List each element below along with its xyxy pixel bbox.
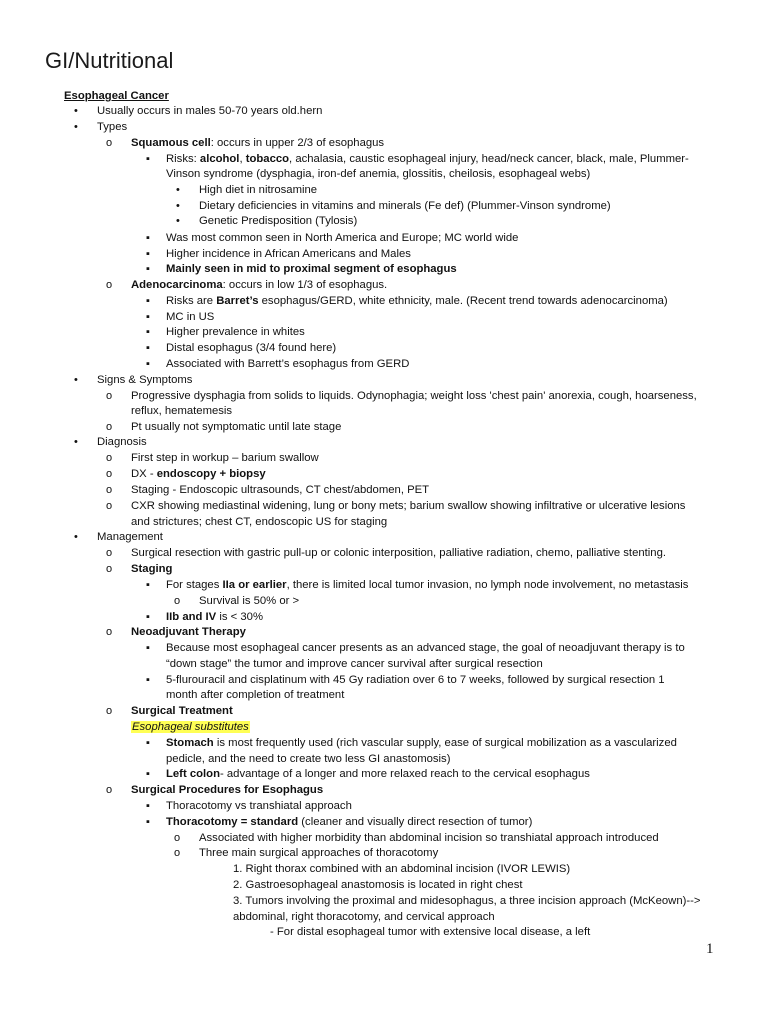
bullet-marker: o [106,421,113,433]
text-segment: Left colon [166,768,220,780]
line-text [131,625,246,640]
text-segment: Signs & Symptoms [97,374,193,386]
text-segment: High diet in nitrosamine [199,184,318,196]
page-number: 1 [706,941,714,957]
text-segment: reflux, hematemesis [131,405,233,417]
text-segment: Because most esophageal cancer presents as an advanced stage, the goal of neoadjuvant therapy is to [166,642,685,654]
text-segment: Management [97,531,163,543]
text-segment: DX - [131,468,157,480]
text-segment: Survival is 50% or > [199,595,300,607]
text-segment: Stomach [166,737,214,749]
line-text [131,451,319,466]
bullet-marker: o [106,279,113,291]
bullet-marker: • [74,121,78,133]
text-segment: (cleaner and visually direct resection of tumor) [298,816,533,828]
bullet-marker: ▪ [146,358,150,370]
line-text [166,231,518,246]
bullet-marker: • [176,200,180,212]
bullet-marker: o [174,595,181,607]
text-segment: abdominal, right thoracotomy, and cervical approach [233,911,495,923]
text-segment: Associated with higher morbidity than abdominal incision so transhiatal approach introduced [199,832,659,844]
bullet-marker: • [74,531,78,543]
line-text [166,247,411,262]
text-segment: CXR showing mediastinal widening, lung or bony mets; barium swallow showing infiltrative or ulcerative lesions [131,500,686,512]
text-segment: is < 30% [216,611,264,623]
line-text [166,167,590,182]
text-segment: alcohol [199,153,240,165]
line-text [166,341,336,356]
bullet-marker: ▪ [146,800,150,812]
text-segment: Surgical Procedures for Esophagus [131,784,324,796]
bullet-marker: ▪ [146,768,150,780]
line-text [97,104,322,119]
line-text [166,610,263,625]
text-segment: Staging [131,563,173,575]
line-text [166,736,677,751]
highlighted-text: Esophageal substitutes [132,721,249,733]
line-text [166,357,409,372]
text-segment: pedicle, and the need to create two less GI anastomosis) [166,753,451,765]
line-text [166,641,685,656]
bullet-marker: • [74,436,78,448]
line-text [131,546,666,561]
line-text [233,910,495,925]
line-text [166,262,457,277]
text-segment: Surgical resection with gastric pull-up or colonic interposition, palliative radiation, chemo, palliative stenting. [131,547,666,559]
text-segment: Usually occurs in males 50-70 years old.hern [97,105,323,117]
text-segment: Associated with Barrett’s esophagus from GERD [166,358,410,370]
text-segment: Neoadjuvant Therapy [131,626,246,638]
bullet-marker: ▪ [146,263,150,275]
bullet-marker: o [106,137,113,149]
line-text [131,483,429,498]
line-text [199,214,357,229]
text-segment: Progressive dysphagia from solids to liquids. Odynophagia; weight loss 'chest pain' anorexia, cough, hoarseness, [131,390,697,402]
text-segment: Was most common seen in North America and Europe; MC world wide [166,232,519,244]
text-segment: Distal esophagus (3/4 found here) [166,342,337,354]
line-text [199,594,299,609]
text-segment: Pt usually not symptomatic until late stage [131,421,342,433]
text-segment: For stages [166,579,223,591]
text-segment: , achalasia, caustic esophageal injury, head/neck cancer, black, male, Plummer- [289,153,689,165]
bullet-marker: o [106,547,113,559]
line-text [199,846,438,861]
line-text [131,515,387,530]
line-text [166,815,532,830]
text-segment: Risks are [166,295,217,307]
text-segment: Dietary deficiencies in vitamins and minerals (Fe def) (Plummer-Vinson syndrome) [199,200,611,212]
bullet-marker: o [106,484,113,496]
bullet-marker: • [74,374,78,386]
line-text [166,152,689,167]
bullet-marker: ▪ [146,816,150,828]
bullet-marker: ▪ [146,153,150,165]
bullet-marker: • [74,105,78,117]
text-segment: Risks: [166,153,200,165]
line-text [166,310,214,325]
line-text [233,862,570,877]
text-segment: Squamous cell [131,137,211,149]
bullet-marker: o [174,847,181,859]
line-text [166,673,665,688]
bullet-marker: ▪ [146,311,150,323]
line-text [233,894,701,909]
bullet-marker: • [176,184,180,196]
text-segment: endoscopy + biopsy [156,468,266,480]
text-segment: Diagnosis [97,436,147,448]
line-text [131,499,685,514]
bullet-marker: ▪ [146,248,150,260]
bullet-marker: o [106,390,113,402]
line-text [166,752,450,767]
text-segment: esophagus/GERD, white ethnicity, male. (Recent trend towards adenocarcinoma) [258,295,668,307]
bullet-marker: o [106,563,113,575]
line-text [97,530,163,545]
text-segment: Higher prevalence in whites [166,326,305,338]
text-segment: tobacco [245,153,290,165]
text-segment: 5-flurouracil and cisplatinum with 45 Gy radiation over 6 to 7 weeks, followed by surgical resection 1 [166,674,665,686]
text-segment: Esophageal Cancer [64,90,169,102]
text-segment: and strictures; chest CT, endoscopic US for staging [131,516,388,528]
bullet-marker: ▪ [146,737,150,749]
text-segment: Thoracotomy = standard [166,816,299,828]
line-text [199,199,611,214]
line-text [131,404,232,419]
bullet-marker: ▪ [146,674,150,686]
text-segment: , there is limited local tumor invasion, no lymph node involvement, no metastasis [286,579,689,591]
line-text [166,578,688,593]
line-text [166,767,590,782]
text-segment: IIb and IV [166,611,217,623]
text-segment: Adenocarcinoma [131,279,223,291]
bullet-marker: ▪ [146,342,150,354]
text-segment: - For distal esophageal tumor with extensive local disease, a left [270,926,591,938]
text-segment: 2. Gastroesophageal anastomosis is located in right chest [233,879,523,891]
text-segment: 1. Right thorax combined with an abdominal incision (IVOR LEWIS) [233,863,571,875]
line-text [131,278,387,293]
line-text [131,704,233,719]
bullet-marker: ▪ [146,579,150,591]
line-text [199,831,659,846]
bullet-marker: • [176,215,180,227]
bullet-marker: ▪ [146,326,150,338]
text-segment: 3. Tumors involving the proximal and midesophagus, a three incision approach (McKeown)--> [233,895,701,907]
bullet-marker: ▪ [146,295,150,307]
line-text [166,657,543,672]
text-segment: Higher incidence in African Americans and Males [166,248,411,260]
bullet-marker: o [106,468,113,480]
bullet-marker: o [106,705,113,717]
line-text [131,420,341,435]
text-segment: : occurs in low 1/3 of esophagus. [222,279,388,291]
text-segment: Staging - Endoscopic ultrasounds, CT chest/abdomen, PET [131,484,430,496]
text-segment: - advantage of a longer and more relaxed reach to the cervical esophagus [219,768,590,780]
text-segment: Genetic Predisposition (Tylosis) [199,215,358,227]
text-segment: Types [97,121,128,133]
text-segment: Barret’s [216,295,259,307]
line-text [97,120,127,135]
line-text [131,562,172,577]
line-text [131,783,323,798]
bullet-marker: o [106,500,113,512]
bullet-marker: ▪ [146,642,150,654]
line-text [131,136,384,151]
line-text [199,183,317,198]
bullet-marker: ▪ [146,611,150,623]
line-text [233,878,523,893]
text-segment: : occurs in upper 2/3 of esophagus [210,137,385,149]
bullet-marker: o [106,626,113,638]
text-segment: MC in US [166,311,215,323]
text-segment: Vinson syndrome (dysphagia, iron-def anemia, glossitis, cheilosis, esophageal webs) [166,168,591,180]
line-text [131,720,250,735]
line-text [270,925,590,940]
line-text [97,373,192,388]
text-segment: , [239,153,246,165]
bullet-marker: ▪ [146,232,150,244]
text-segment: Thoracotomy vs transhiatal approach [166,800,352,812]
line-text [131,467,266,482]
text-segment: “down stage” the tumor and improve cancer survival after surgical resection [166,658,543,670]
bullet-marker: o [106,784,113,796]
bullet-marker: o [106,452,113,464]
bullet-marker: o [174,832,181,844]
line-text [166,294,668,309]
text-segment: is most frequently used (rich vascular supply, ease of surgical mobilization as a vascularized [213,737,677,749]
line-text [166,799,352,814]
text-segment: Mainly seen in mid to proximal segment of esophagus [166,263,457,275]
page-title: GI/Nutritional [45,48,174,73]
line-text [97,435,147,450]
text-segment: Surgical Treatment [131,705,233,717]
line-text [131,389,697,404]
line-text [166,688,344,703]
line-text [64,89,169,104]
text-segment: Three main surgical approaches of thoracotomy [199,847,439,859]
text-segment: month after completion of treatment [166,689,345,701]
text-segment: First step in workup – barium swallow [131,452,319,464]
text-segment: IIa or earlier [222,579,287,591]
line-text [166,325,305,340]
